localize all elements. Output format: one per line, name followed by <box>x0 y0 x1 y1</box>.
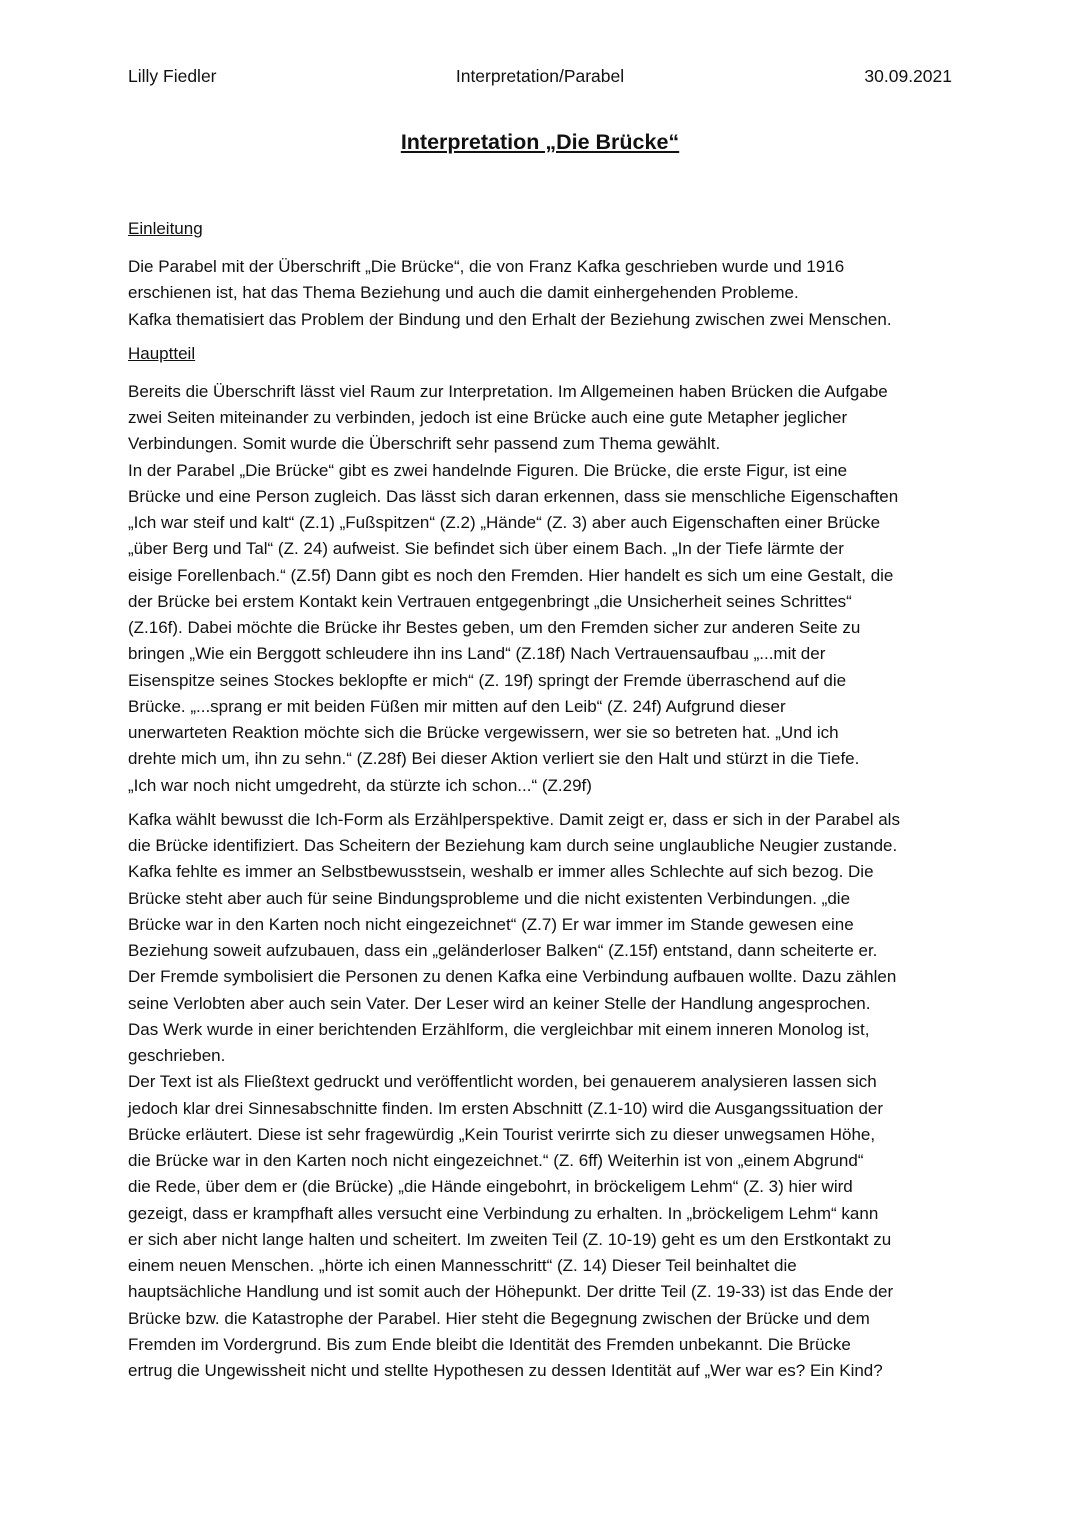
text-line: „Ich war steif und kalt“ (Z.1) „Fußspitzen“ (Z.2) „Hände“ (Z. 3) aber auch Eigenschaften einer Brücke <box>128 513 881 532</box>
section-heading-hauptteil: Hauptteil <box>128 343 196 363</box>
text-line: seine Verlobten aber auch sein Vater. Der Leser wird an keiner Stelle der Handlung angesprochen. <box>128 993 871 1013</box>
page-header <box>128 66 952 90</box>
paragraph-einleitung <box>128 254 954 333</box>
text-line: der Brücke bei erstem Kontakt kein Vertrauen entgegenbringt „die Unsicherheit seines Schrittes“ <box>128 591 852 611</box>
text-line: einem neuen Menschen. „hörte ich einen Mannesschritt“ (Z. 14) Dieser Teil beinhaltet die <box>128 1256 797 1275</box>
section-heading-einleitung: Einleitung <box>128 219 203 238</box>
document-date: 30.09.2021 <box>864 66 952 86</box>
text-line: „über Berg und Tal“ (Z. 24) aufweist. Sie befindet sich über einem Bach. „In der Tiefe lärmte der <box>128 539 844 559</box>
text-line: (Z.16f). Dabei möchte die Brücke ihr Bestes geben, um den Fremden sicher zur anderen Seite zu <box>128 618 861 637</box>
text-line: hauptsächliche Handlung und ist somit auch der Höhepunkt. Der dritte Teil (Z. 19-33) ist das Ende der <box>128 1282 894 1302</box>
text-line: Das Werk wurde in einer berichtenden Erzählform, die vergleichbar mit einem inneren Monolog ist, <box>128 1019 870 1039</box>
text-line: Brücke steht aber auch für seine Bindungsprobleme und die nicht existenten Verbindungen. „die <box>128 888 851 908</box>
text-line: Brücke bzw. die Katastrophe der Parabel. Hier steht die Begegnung zwischen der Brücke und dem <box>128 1308 870 1328</box>
text-line: zwei Seiten miteinander zu verbinden, jedoch ist eine Brücke auch eine gute Metapher jeglicher <box>128 408 848 427</box>
text-line: unerwarteten Reaktion möchte sich die Brücke vergewissern, wer sie so betreten hat. „Und ich <box>128 723 839 742</box>
text-line: Kafka thematisiert das Problem der Bindung und den Erhalt der Beziehung zwischen zwei Menschen. <box>128 309 892 329</box>
paragraph-hauptteil-1 <box>128 379 954 799</box>
text-line: erschienen ist, hat das Thema Beziehung und auch die damit einhergehenden Probleme. <box>128 283 799 303</box>
text-line: Der Text ist als Fließtext gedruckt und veröffentlicht worden, bei genauerem analysieren lassen sich <box>128 1072 877 1092</box>
document-subject: Interpretation/Parabel <box>455 66 625 86</box>
text-line: eisige Forellenbach.“ (Z.5f) Dann gibt es noch den Fremden. Hier handelt es sich um eine Gestalt, die <box>128 565 894 585</box>
text-line: Brücke erläutert. Diese ist sehr fragewürdig „Kein Tourist verirrte sich zu dieser unwegsamen Höhe, <box>128 1124 876 1144</box>
text-line: ertrug die Ungewissheit nicht und stellte Hypothesen zu dessen Identität auf „Wer war es? Ein Kind? <box>128 1361 883 1380</box>
text-line: bringen „Wie ein Berggott schleudere ihn ins Land“ (Z.18f) Nach Vertrauensaufbau „...mit der <box>128 644 826 664</box>
text-line: Die Parabel mit der Überschrift „Die Brücke“, die von Franz Kafka geschrieben wurde und 1916 <box>128 257 845 276</box>
text-line: In der Parabel „Die Brücke“ gibt es zwei handelnde Figuren. Die Brücke, die erste Figur, ist eine <box>128 460 848 480</box>
text-line: gezeigt, dass er krampfhaft alles versucht eine Verbindung zu erhalten. In „bröckeligem Lehm“ kann <box>128 1203 879 1223</box>
text-line: die Brücke war in den Karten noch nicht eingezeichnet.“ (Z. 6ff) Weiterhin ist von „einem Abgrund“ <box>128 1151 864 1170</box>
text-line: Beziehung soweit aufzubauen, dass ein „geländerloser Balken“ (Z.15f) entstand, dann scheiterte er. <box>128 941 878 960</box>
page-title: Interpretation „Die Brücke“ <box>400 130 680 154</box>
text-line: geschrieben. <box>128 1046 226 1065</box>
text-line: die Brücke identifiziert. Das Scheitern der Beziehung kam durch seine unglaubliche Neugier zustande. <box>128 836 898 855</box>
text-line: Bereits die Überschrift lässt viel Raum zur Interpretation. Im Allgemeinen haben Brücken die Aufgabe <box>128 381 888 401</box>
text-line: jedoch klar drei Sinnesabschnitte finden. Im ersten Abschnitt (Z.1-10) wird die Ausgangssituation der <box>128 1098 884 1118</box>
text-line: Fremden im Vordergrund. Bis zum Ende bleibt die Identität des Fremden unbekannt. Die Brücke <box>128 1334 851 1354</box>
text-line: Brücke und eine Person zugleich. Das lässt sich daran erkennen, dass sie menschliche Eigenschaften <box>128 486 899 506</box>
text-line: Verbindungen. Somit wurde die Überschrift sehr passend zum Thema gewählt. <box>128 434 721 454</box>
text-line: „Ich war noch nicht umgedreht, da stürzte ich schon...“ (Z.29f) <box>128 775 592 795</box>
text-line: Brücke. „...sprang er mit beiden Füßen mir mitten auf den Leib“ (Z. 24f) Aufgrund dieser <box>128 696 786 716</box>
paragraph-hauptteil-2 <box>128 807 954 1385</box>
text-line: Der Fremde symbolisiert die Personen zu denen Kafka eine Verbindung aufbauen wollte. Dazu zählen <box>128 967 897 987</box>
text-line: Kafka wählt bewusst die Ich-Form als Erzählperspektive. Damit zeigt er, dass er sich in der Parabel als <box>128 809 900 829</box>
text-line: die Rede, über dem er (die Brücke) „die Hände eingebohrt, in bröckeligem Lehm“ (Z. 3) hier wird <box>128 1177 853 1197</box>
document-body <box>128 216 954 1384</box>
text-line: er sich aber nicht lange halten und scheitert. Im zweiten Teil (Z. 10-19) geht es um den Erstkontakt zu <box>128 1229 892 1249</box>
text-line: Kafka fehlte es immer an Selbstbewusstsein, weshalb er immer alles Schlechte auf sich bezog. Die <box>128 862 874 882</box>
text-line: Brücke war in den Karten noch nicht eingezeichnet“ (Z.7) Er war immer im Stande gewesen eine <box>128 914 854 934</box>
text-line: Eisenspitze seines Stockes beklopfte er mich“ (Z. 19f) springt der Fremde überraschend auf die <box>128 670 847 690</box>
text-line: drehte mich um, ihn zu sehn.“ (Z.28f) Bei dieser Aktion verliert sie den Halt und stürzt in die Tiefe. <box>128 749 860 769</box>
author-name: Lilly Fiedler <box>128 66 217 86</box>
